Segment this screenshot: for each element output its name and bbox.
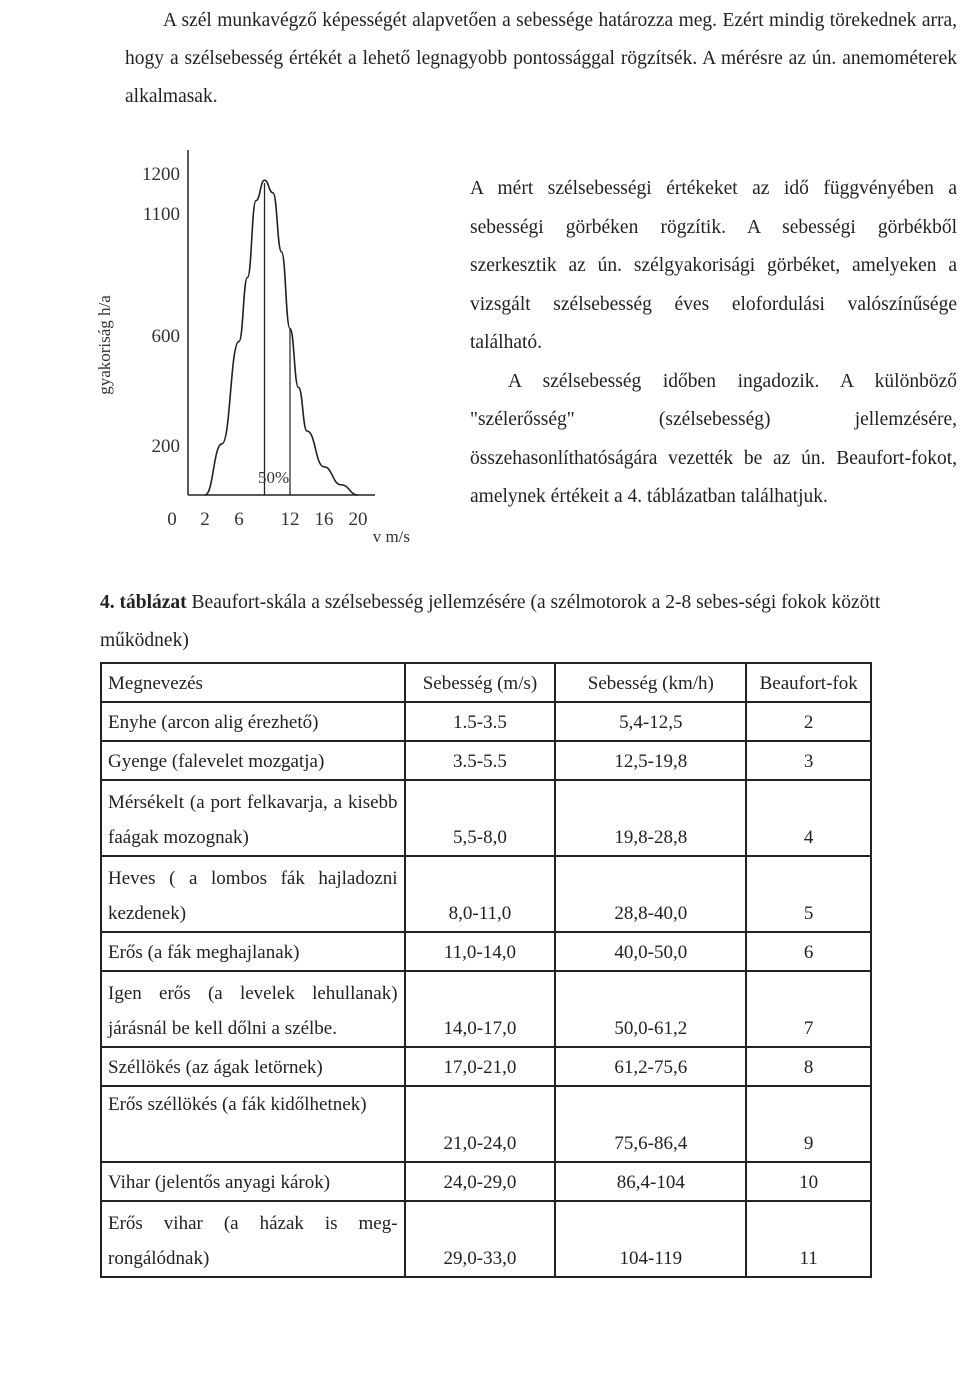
cell-speed-kmh: 61,2-75,6 bbox=[555, 1047, 746, 1086]
cell-beaufort: 4 bbox=[746, 780, 871, 856]
y-tick-label: 1100 bbox=[142, 204, 180, 225]
header-name: Megnevezés bbox=[101, 663, 405, 702]
cell-name: Gyenge (falevelet mozgatja) bbox=[101, 741, 405, 780]
cell-speed-ms: 3.5-5.5 bbox=[405, 741, 556, 780]
cell-speed-kmh: 86,4-104 bbox=[555, 1162, 746, 1201]
cell-beaufort: 11 bbox=[746, 1201, 871, 1277]
cell-name: Erős (a fák meghajlanak) bbox=[101, 932, 405, 971]
x-tick-label: 0 bbox=[167, 509, 177, 530]
table-row bbox=[101, 856, 871, 932]
table-row bbox=[101, 1162, 871, 1201]
cell-speed-kmh: 12,5-19,8 bbox=[555, 741, 746, 780]
table-caption bbox=[100, 584, 960, 660]
cell-speed-kmh: 19,8-28,8 bbox=[555, 780, 746, 856]
cell-name: Erős széllökés (a fák kidőlhetnek) bbox=[101, 1086, 405, 1162]
table-header-row bbox=[101, 663, 871, 702]
cell-name: Igen erős (a levelek lehullanak) járásnál be kell dőlni a szélbe. bbox=[101, 971, 405, 1047]
y-axis-label: gyakoriság h/a bbox=[95, 295, 114, 395]
cell-beaufort: 7 bbox=[746, 971, 871, 1047]
cell-speed-ms: 8,0-11,0 bbox=[405, 856, 556, 932]
x-tick-label: 6 bbox=[234, 509, 244, 530]
table-caption-text: Beaufort-skála a szélsebesség jellemzésére (a szélmotorok a 2-8 sebes-ségi fokok között működnek) bbox=[100, 592, 881, 651]
cell-beaufort: 6 bbox=[746, 932, 871, 971]
cell-speed-ms: 5,5-8,0 bbox=[405, 780, 556, 856]
table-caption-label: 4. táblázat bbox=[100, 592, 187, 613]
cell-speed-kmh: 5,4-12,5 bbox=[555, 702, 746, 741]
cell-speed-kmh: 75,6-86,4 bbox=[555, 1086, 746, 1162]
table-row bbox=[101, 1047, 871, 1086]
cell-speed-ms: 11,0-14,0 bbox=[405, 932, 556, 971]
cell-speed-kmh: 28,8-40,0 bbox=[555, 856, 746, 932]
intro-paragraph: A szél munkavégző képességét alapvetően a sebessége határozza meg. Ezért mindig törekednek arra, hogy a szélsebesség értékét a lehető legnagyobb pontossággal rögzítsék. A mérésre az ún. anemométerek alkalmasak. bbox=[125, 10, 957, 107]
table-row bbox=[101, 780, 871, 856]
table-row bbox=[101, 702, 871, 741]
cell-beaufort: 9 bbox=[746, 1086, 871, 1162]
cell-beaufort: 3 bbox=[746, 741, 871, 780]
cell-speed-kmh: 104-119 bbox=[555, 1201, 746, 1277]
cell-speed-ms: 29,0-33,0 bbox=[405, 1201, 556, 1277]
frequency-curve bbox=[205, 180, 358, 495]
header-speed-kmh: Sebesség (km/h) bbox=[555, 663, 746, 702]
cell-beaufort: 8 bbox=[746, 1047, 871, 1086]
table-row bbox=[101, 1086, 871, 1162]
cell-beaufort: 10 bbox=[746, 1162, 871, 1201]
frequency-curve-figure bbox=[95, 150, 460, 555]
cell-speed-kmh: 50,0-61,2 bbox=[555, 971, 746, 1047]
cell-speed-ms: 24,0-29,0 bbox=[405, 1162, 556, 1201]
header-beaufort: Beaufort-fok bbox=[746, 663, 871, 702]
side-paragraph-2: A szélsebesség időben ingadozik. A különböző "szélerősség" (szélsebesség) jellemzésére, összehasonlíthatóságára vezették be az ún. Beaufort-fokot, amelynek értékeit a 4. táblázatban találhatjuk. bbox=[470, 370, 957, 507]
x-tick-label: 2 bbox=[200, 509, 210, 530]
side-paragraph-1: A mért szélsebességi értékeket az idő függvényében a sebességi görbéken rögzítik. A sebességi görbékből szerkesztik az ún. szélgyakorisági görbéket, amelyeken a vizsgált szélsebesség éves elofordulási valószínűsége található. bbox=[470, 178, 957, 353]
cell-name: Mérsékelt (a port felkavarja, a kisebb faágak mozognak) bbox=[101, 780, 405, 856]
y-tick-label: 1200 bbox=[142, 164, 180, 185]
cell-name: Erős vihar (a házak is meg-rongálódnak) bbox=[101, 1201, 405, 1277]
cell-speed-ms: 21,0-24,0 bbox=[405, 1086, 556, 1162]
x-tick-label: 20 bbox=[348, 509, 368, 530]
header-speed-ms: Sebesség (m/s) bbox=[405, 663, 556, 702]
cell-beaufort: 2 bbox=[746, 702, 871, 741]
cell-name: Enyhe (arcon alig érezhető) bbox=[101, 702, 405, 741]
cell-name: Vihar (jelentős anyagi károk) bbox=[101, 1162, 405, 1201]
cell-name: Széllökés (az ágak letörnek) bbox=[101, 1047, 405, 1086]
y-tick-label: 600 bbox=[151, 326, 180, 347]
y-tick-label: 200 bbox=[151, 436, 180, 457]
x-axis-label: v m/s bbox=[372, 527, 410, 546]
table-row bbox=[101, 741, 871, 780]
cell-name: Heves ( a lombos fák hajladozni kezdenek) bbox=[101, 856, 405, 932]
cell-speed-kmh: 40,0-50,0 bbox=[555, 932, 746, 971]
beaufort-table bbox=[100, 662, 872, 1278]
table-row bbox=[101, 1201, 871, 1277]
cell-speed-ms: 17,0-21,0 bbox=[405, 1047, 556, 1086]
table-row bbox=[101, 932, 871, 971]
cell-speed-ms: 14,0-17,0 bbox=[405, 971, 556, 1047]
table-row bbox=[101, 971, 871, 1047]
cell-beaufort: 5 bbox=[746, 856, 871, 932]
x-tick-label: 12 bbox=[280, 509, 300, 530]
frequency-curve-chart bbox=[95, 150, 460, 555]
fifty-percent-label: 50% bbox=[258, 468, 290, 487]
x-tick-label: 16 bbox=[314, 509, 334, 530]
side-text bbox=[470, 170, 957, 517]
cell-speed-ms: 1.5-3.5 bbox=[405, 702, 556, 741]
